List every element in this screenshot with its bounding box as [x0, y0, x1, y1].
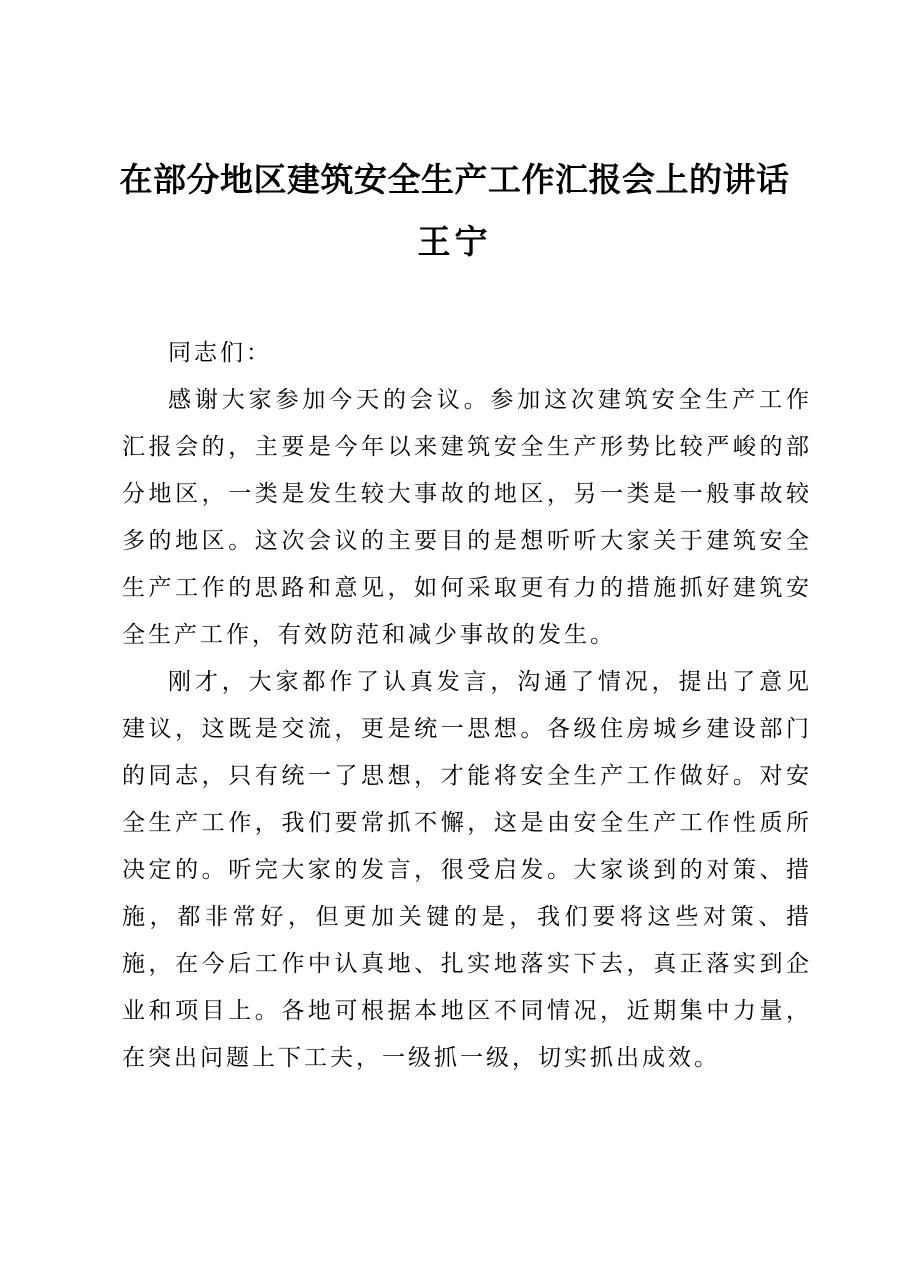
document-author: 王宁 — [417, 222, 492, 261]
salutation: 同志们： — [168, 340, 272, 366]
paragraph-1: 感谢大家参加今天的会议。参加这次建筑安全生产工作汇报会的，主要是今年以来建筑安全生产形势比较严峻的部分地区，一类是发生较大事故的地区，另一类是一般事故较多的地区。这次会议的主要目的是想听听大家关于建筑安全生产工作的思路和意见，如何采取更有力的措施抓好建筑安全生产工作，有效防范和减少事故的发生。 — [122, 387, 812, 648]
paragraph-2: 刚才，大家都作了认真发言，沟通了情况，提出了意见建议，这既是交流，更是统一思想。各级住房城乡建设部门的同志，只有统一了思想，才能将安全生产工作做好。对安全生产工作，我们要常抓不懈，这是由安全生产工作性质所决定的。听完大家的发言，很受启发。大家谈到的对策、措施，都非常好，但更加关键的是，我们要将这些对策、措施，在今后工作中认真地、扎实地落实下去，真正落实到企业和项目上。各地可根据本地区不同情况，近期集中力量，在突出问题上下工夫，一级抓一级，切实抓出成效。 — [122, 669, 812, 1071]
document-body — [122, 330, 812, 1082]
document-title: 在部分地区建筑安全生产工作汇报会上的讲话 — [119, 160, 790, 199]
